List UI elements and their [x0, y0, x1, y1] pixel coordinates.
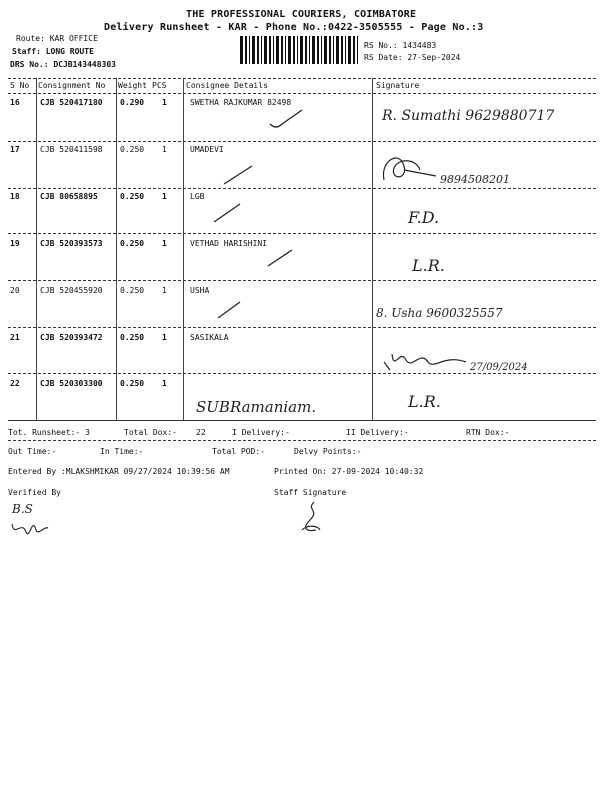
signature-scribble-icon: [380, 344, 470, 374]
total-runsheet: Tot. Runsheet:- 3: [8, 428, 90, 437]
row-signature: F.D.: [408, 208, 440, 227]
handwritten-name: SUBRamaniam.: [196, 398, 317, 416]
runsheet-subtitle: Delivery Runsheet - KAR - Phone No.:0422-3505555 - Page No.:3: [104, 22, 484, 33]
staff-label: Staff: LONG ROUTE: [12, 47, 94, 56]
col-header-consignment: Consignment No: [38, 81, 106, 90]
tick-mark-icon: [222, 160, 262, 190]
tick-mark-icon: [216, 296, 256, 326]
verified-by-label: Verified By: [8, 488, 61, 497]
row-pcs: 1: [162, 239, 167, 248]
row-sno: 16: [10, 98, 20, 107]
company-title: THE PROFESSIONAL COURIERS, COIMBATORE: [186, 9, 417, 20]
row-consignee: SWETHA RAJKUMAR 82498: [190, 98, 292, 107]
row-sno: 17: [10, 145, 20, 154]
col-header-sno: S No: [10, 81, 30, 90]
row-weight: 0.250: [120, 145, 145, 154]
row-signature: 27/09/2024: [470, 362, 528, 373]
row-signature: L.R.: [412, 256, 445, 275]
row-pcs: 1: [162, 379, 167, 388]
col-header-signature: Signature: [376, 81, 420, 90]
rtn-dox: RTN Dox:-: [466, 428, 510, 437]
row-weight: 0.250: [120, 192, 145, 201]
row-consignee: UMADEVI: [190, 145, 224, 154]
row-consignee: VETHAD HARISHINI: [190, 239, 268, 248]
col-header-consignee: Consignee Details: [186, 81, 268, 90]
row-consignee: LGB: [190, 192, 205, 201]
total-pod: Total POD:-: [212, 447, 265, 456]
printed-on: Printed On: 27-09-2024 10:40:32: [274, 467, 424, 476]
verifier-initials: B.S: [12, 502, 33, 516]
row-weight: 0.250: [120, 239, 145, 248]
col-header-weight: Weight: [118, 81, 147, 90]
verifier-signature-icon: [10, 512, 50, 542]
row-sno: 22: [10, 379, 20, 388]
rs-date: RS Date: 27-Sep-2024: [364, 53, 461, 62]
delvy-points: Delvy Points:-: [294, 447, 362, 456]
row-pcs: 1: [162, 145, 167, 154]
row-signature: 8. Usha 9600325557: [376, 306, 503, 320]
row-consignment-no: CJB 520393573: [40, 239, 103, 248]
row-sno: 18: [10, 192, 20, 201]
row-signature: 9894508201: [440, 173, 510, 186]
out-time: Out Time:-: [8, 447, 57, 456]
row-consignee: USHA: [190, 286, 210, 295]
row-pcs: 1: [162, 192, 167, 201]
row-consignment-no: CJB 80658895: [40, 192, 98, 201]
route-label: Route: KAR OFFICE: [16, 34, 98, 43]
row-weight: 0.290: [120, 98, 145, 107]
in-time: In Time:-: [100, 447, 144, 456]
row-consignment-no: CJB 520417180: [40, 98, 103, 107]
total-dox-label: Total Dox:-: [124, 428, 177, 437]
row-consignment-no: CJB 520411598: [40, 145, 103, 154]
signature-scribble-icon: [380, 150, 440, 186]
row-consignment-no: CJB 520455920: [40, 286, 103, 295]
rs-number: RS No.: 1434483: [364, 41, 437, 50]
row-consignee: SASIKALA: [190, 333, 229, 342]
row-weight: 0.250: [120, 379, 145, 388]
row-signature: R. Sumathi 9629880717: [382, 108, 555, 124]
row-consignment-no: CJB 520303300: [40, 379, 103, 388]
entered-by: Entered By :MLAKSHMIKAR 09/27/2024 10:39:56 AM: [8, 467, 230, 476]
row-weight: 0.250: [120, 286, 145, 295]
row-sno: 20: [10, 286, 20, 295]
tick-mark-icon: [268, 104, 318, 134]
staff-signature-icon: [296, 500, 326, 534]
tick-mark-icon: [266, 246, 306, 276]
col-header-pcs: PCS: [152, 81, 167, 90]
row-pcs: 1: [162, 286, 167, 295]
barcode-graphic: [240, 36, 360, 64]
i-delivery: I Delivery:-: [232, 428, 290, 437]
row-sno: 19: [10, 239, 20, 248]
drs-number: DRS No.: DCJB143448303: [10, 60, 116, 69]
row-consignment-no: CJB 520393472: [40, 333, 103, 342]
row-pcs: 1: [162, 333, 167, 342]
ii-delivery: II Delivery:-: [346, 428, 409, 437]
row-signature: L.R.: [408, 392, 441, 411]
staff-signature-label: Staff Signature: [274, 488, 347, 497]
total-dox-count: 22: [196, 428, 206, 437]
row-weight: 0.250: [120, 333, 145, 342]
row-sno: 21: [10, 333, 20, 342]
tick-mark-icon: [212, 200, 252, 230]
row-pcs: 1: [162, 98, 167, 107]
